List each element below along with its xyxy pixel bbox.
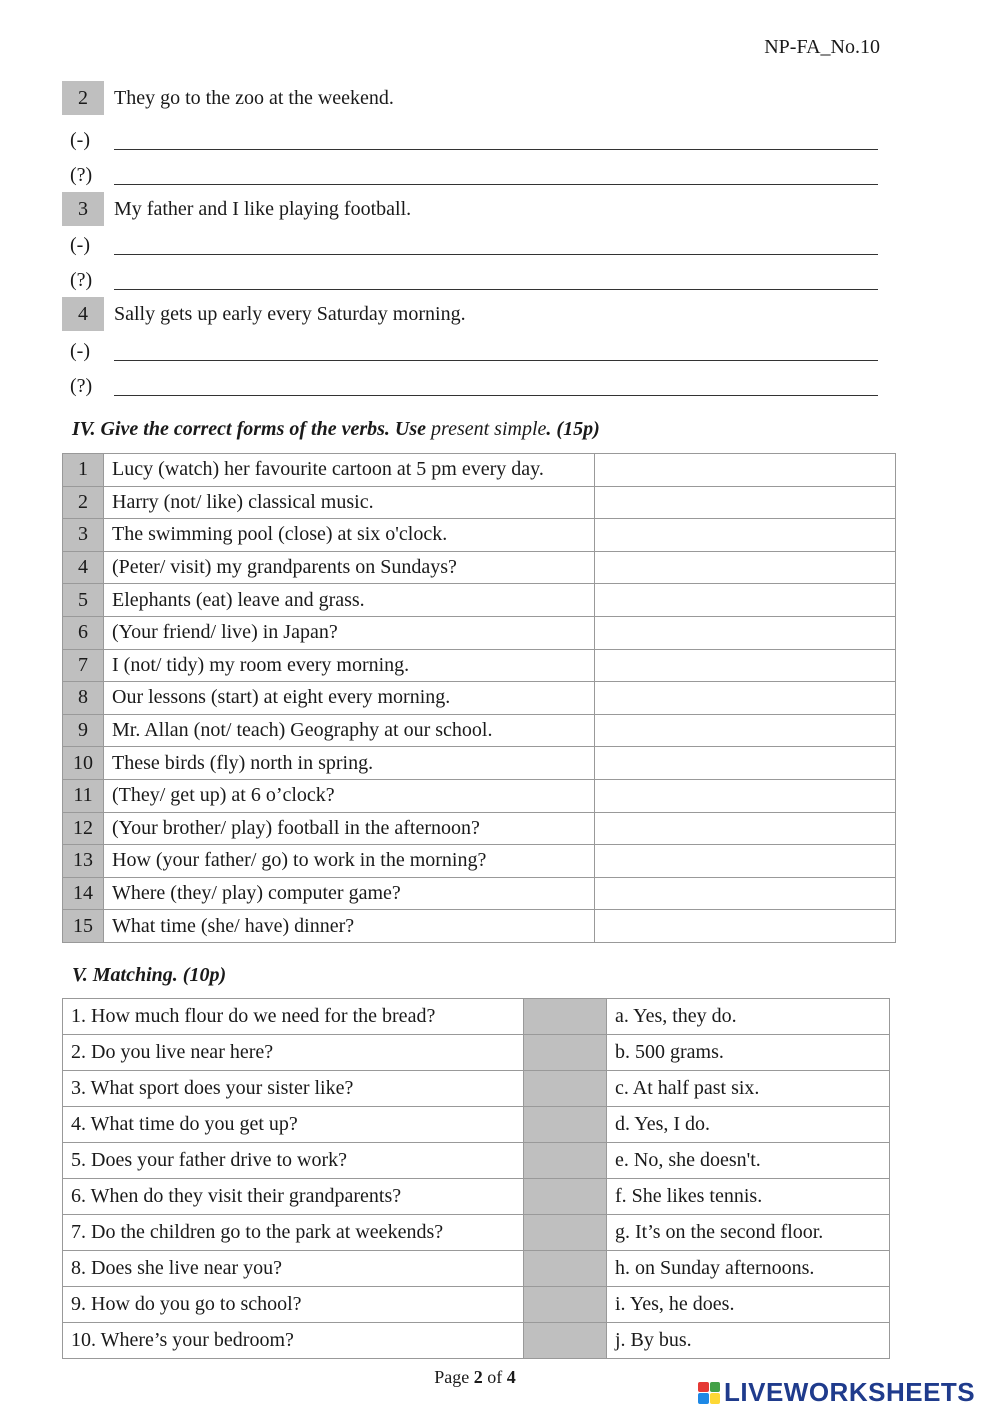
answer-cell[interactable] <box>595 454 896 487</box>
verb-sentence: (Peter/ visit) my grandparents on Sundays? <box>104 551 595 584</box>
section-5-title: V. Matching. (10p) <box>72 964 227 986</box>
verb-sentence: I (not/ tidy) my room every morning. <box>104 649 595 682</box>
answer-line <box>114 254 878 255</box>
matching-row <box>63 1143 890 1179</box>
question-number: 4 <box>62 297 104 331</box>
verb-sentence: Elephants (eat) leave and grass. <box>104 584 595 617</box>
verb-row <box>63 584 896 617</box>
matching-question: 10. Where’s your bedroom? <box>63 1323 524 1359</box>
matching-question: 3. What sport does your sister like? <box>63 1071 524 1107</box>
match-answer-box[interactable] <box>524 999 607 1035</box>
match-answer-box[interactable] <box>524 1071 607 1107</box>
answer-cell[interactable] <box>595 649 896 682</box>
question-row-2 <box>62 81 394 115</box>
question-sentence: They go to the zoo at the weekend. <box>114 86 394 109</box>
matching-row <box>63 999 890 1035</box>
question-row-4 <box>62 297 466 331</box>
match-answer-box[interactable] <box>524 1323 607 1359</box>
question-symbol: (?) <box>70 375 93 397</box>
row-number: 14 <box>63 877 104 910</box>
verb-sentence: What time (she/ have) dinner? <box>104 910 595 943</box>
answer-cell[interactable] <box>595 486 896 519</box>
verb-row <box>63 519 896 552</box>
match-answer-box[interactable] <box>524 1179 607 1215</box>
section-4-title <box>72 418 600 441</box>
logo-square <box>698 1382 709 1393</box>
row-number: 6 <box>63 616 104 649</box>
answer-cell[interactable] <box>595 584 896 617</box>
row-number: 13 <box>63 845 104 878</box>
answer-cell[interactable] <box>595 747 896 780</box>
row-number: 8 <box>63 682 104 715</box>
matching-table <box>62 998 890 1359</box>
brand-name: LIVEWORKSHEETS <box>724 1377 976 1407</box>
matching-row <box>63 1251 890 1287</box>
verb-row <box>63 779 896 812</box>
question-number: 2 <box>62 81 104 115</box>
negative-answer-line[interactable] <box>62 122 878 152</box>
verb-sentence: Our lessons (start) at eight every morning. <box>104 682 595 715</box>
verb-sentence: How (your father/ go) to work in the morning? <box>104 845 595 878</box>
question-row-3 <box>62 192 411 226</box>
answer-line <box>114 149 878 150</box>
row-number: 1 <box>63 454 104 487</box>
negative-symbol: (-) <box>70 234 90 256</box>
matching-question: 5. Does your father drive to work? <box>63 1143 524 1179</box>
matching-answer: c. At half past six. <box>607 1071 890 1107</box>
verb-row <box>63 812 896 845</box>
logo-squares-icon <box>698 1382 720 1404</box>
match-answer-box[interactable] <box>524 1035 607 1071</box>
matching-answer: d. Yes, I do. <box>607 1107 890 1143</box>
verb-row <box>63 910 896 943</box>
answer-cell[interactable] <box>595 779 896 812</box>
title-plain-part: present simple <box>431 418 547 440</box>
answer-line <box>114 395 878 396</box>
matching-row <box>63 1323 890 1359</box>
match-answer-box[interactable] <box>524 1107 607 1143</box>
matching-answer: i. Yes, he does. <box>607 1287 890 1323</box>
row-number: 3 <box>63 519 104 552</box>
answer-line <box>114 289 878 290</box>
matching-row <box>63 1107 890 1143</box>
verb-sentence: (They/ get up) at 6 o’clock? <box>104 779 595 812</box>
answer-cell[interactable] <box>595 682 896 715</box>
logo-square <box>710 1393 721 1404</box>
answer-line <box>114 360 878 361</box>
matching-answer: e. No, she doesn't. <box>607 1143 890 1179</box>
row-number: 4 <box>63 551 104 584</box>
matching-question: 6. When do they visit their grandparents? <box>63 1179 524 1215</box>
negative-symbol: (-) <box>70 129 90 151</box>
matching-question: 1. How much flour do we need for the bread? <box>63 999 524 1035</box>
page-word: Page <box>434 1367 470 1387</box>
match-answer-box[interactable] <box>524 1287 607 1323</box>
verb-sentence: (Your brother/ play) football in the afternoon? <box>104 812 595 845</box>
matching-answer: h. on Sunday afternoons. <box>607 1251 890 1287</box>
title-end-part: . (15p) <box>546 418 600 440</box>
question-sentence: My father and I like playing football. <box>114 197 412 220</box>
logo-square <box>710 1382 721 1393</box>
verb-row <box>63 747 896 780</box>
answer-cell[interactable] <box>595 877 896 910</box>
question-answer-line[interactable] <box>62 368 878 398</box>
verb-sentence: (Your friend/ live) in Japan? <box>104 616 595 649</box>
row-number: 2 <box>63 486 104 519</box>
matching-answer: g. It’s on the second floor. <box>607 1215 890 1251</box>
page-total: 4 <box>506 1367 516 1387</box>
verb-sentence: Harry (not/ like) classical music. <box>104 486 595 519</box>
verb-row <box>63 454 896 487</box>
matching-row <box>63 1215 890 1251</box>
verb-sentence: Lucy (watch) her favourite cartoon at 5 pm every day. <box>104 454 595 487</box>
of-word: of <box>487 1367 503 1387</box>
document-code: NP-FA_No.10 <box>764 36 880 58</box>
negative-answer-line[interactable] <box>62 333 878 363</box>
question-answer-line[interactable] <box>62 262 878 292</box>
matching-question: 4. What time do you get up? <box>63 1107 524 1143</box>
matching-question: 8. Does she live near you? <box>63 1251 524 1287</box>
matching-question: 7. Do the children go to the park at weekends? <box>63 1215 524 1251</box>
verb-row <box>63 682 896 715</box>
matching-row <box>63 1071 890 1107</box>
verb-forms-table <box>62 453 896 943</box>
row-number: 9 <box>63 714 104 747</box>
verb-row <box>63 616 896 649</box>
logo-square <box>698 1393 709 1404</box>
verb-row <box>63 877 896 910</box>
verb-row <box>63 714 896 747</box>
match-answer-box[interactable] <box>524 1251 607 1287</box>
match-answer-box[interactable] <box>524 1215 607 1251</box>
answer-line <box>114 184 878 185</box>
matching-row <box>63 1287 890 1323</box>
matching-answer: f. She likes tennis. <box>607 1179 890 1215</box>
matching-row <box>63 1035 890 1071</box>
row-number: 7 <box>63 649 104 682</box>
matching-question: 9. How do you go to school? <box>63 1287 524 1323</box>
row-number: 15 <box>63 910 104 943</box>
negative-answer-line[interactable] <box>62 227 878 257</box>
answer-cell[interactable] <box>595 551 896 584</box>
row-number: 12 <box>63 812 104 845</box>
answer-cell[interactable] <box>595 812 896 845</box>
row-number: 11 <box>63 779 104 812</box>
matching-row <box>63 1179 890 1215</box>
question-sentence: Sally gets up early every Saturday morning. <box>114 302 466 325</box>
verb-sentence: These birds (fly) north in spring. <box>104 747 595 780</box>
page-number: 2 <box>473 1367 483 1387</box>
matching-question: 2. Do you live near here? <box>63 1035 524 1071</box>
verb-row <box>63 486 896 519</box>
liveworksheets-logo[interactable] <box>698 1377 975 1408</box>
answer-cell[interactable] <box>595 845 896 878</box>
verb-row <box>63 551 896 584</box>
answer-cell[interactable] <box>595 714 896 747</box>
row-number: 5 <box>63 584 104 617</box>
answer-cell[interactable] <box>595 519 896 552</box>
question-symbol: (?) <box>70 269 93 291</box>
answer-cell[interactable] <box>595 910 896 943</box>
matching-answer: a. Yes, they do. <box>607 999 890 1035</box>
negative-symbol: (-) <box>70 340 90 362</box>
verb-sentence: The swimming pool (close) at six o'clock. <box>104 519 595 552</box>
answer-cell[interactable] <box>595 616 896 649</box>
matching-answer: b. 500 grams. <box>607 1035 890 1071</box>
verb-sentence: Mr. Allan (not/ teach) Geography at our school. <box>104 714 595 747</box>
question-symbol: (?) <box>70 164 93 186</box>
verb-row <box>63 845 896 878</box>
question-number: 3 <box>62 192 104 226</box>
title-bold-part: IV. Give the correct forms of the verbs. Use <box>72 418 432 440</box>
verb-sentence: Where (they/ play) computer game? <box>104 877 595 910</box>
matching-answer: j. By bus. <box>607 1323 890 1359</box>
verb-row <box>63 649 896 682</box>
row-number: 10 <box>63 747 104 780</box>
question-answer-line[interactable] <box>62 157 878 187</box>
match-answer-box[interactable] <box>524 1143 607 1179</box>
